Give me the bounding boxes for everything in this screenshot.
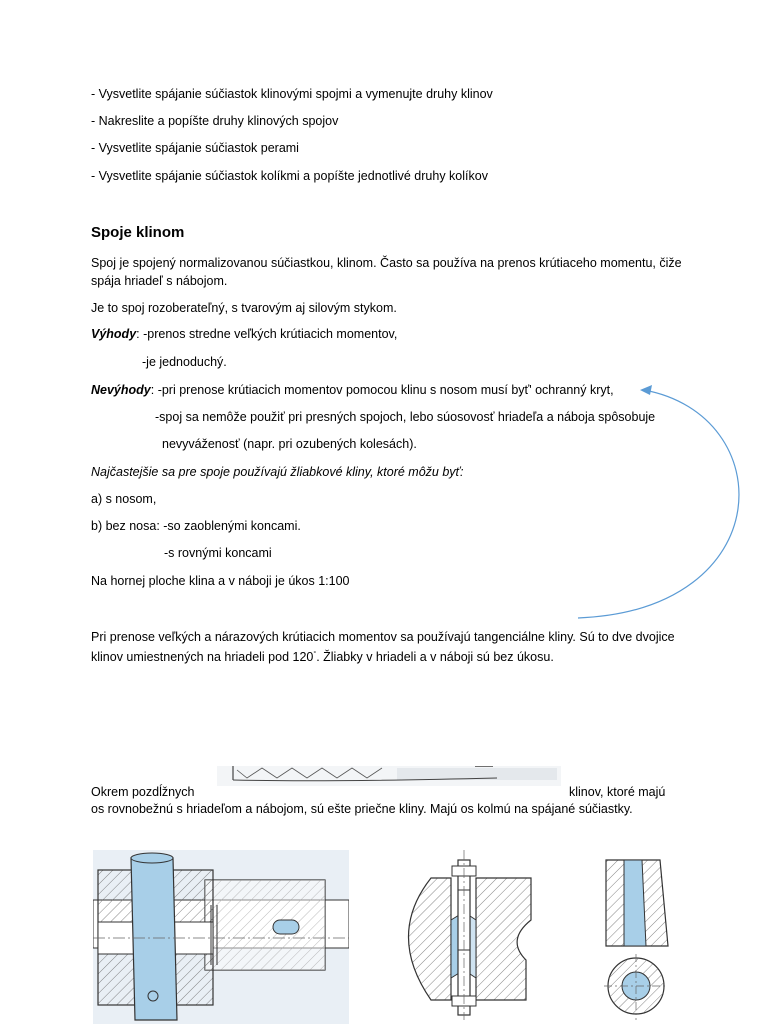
advantages-item-1: : -prenos stredne veľkých krútiacich momentov, <box>136 327 398 341</box>
list-item-b2: -s rovnými koncami <box>164 546 272 560</box>
transverse-start: Okrem pozdĺžnych <box>91 785 195 799</box>
transverse-end: klinov, ktoré majú <box>569 785 666 799</box>
list-item-a: a) s nosom, <box>91 492 157 506</box>
wedge-section-drawing <box>396 850 536 1020</box>
disadvantages-item-1: : -pri prenose krútiacich momentov pomocou klinu s nosom musí byť' ochranný kryt, <box>150 383 614 397</box>
section-title: Spoje klinom <box>91 224 185 241</box>
disadvantages-item-2: -spoj sa nemôže použiť pri presných spojoch, lebo súosovosť hriadeľa a náboja spôsobuje <box>155 410 656 424</box>
type-line: Je to spoj rozoberateľný, s tvarovým aj silovým stykom. <box>91 301 397 315</box>
disadvantages-item-3: nevyváženosť (napr. pri ozubených kolesách). <box>162 437 417 451</box>
question-2: - Nakreslite a popíšte druhy klinových spojov <box>91 114 339 128</box>
question-1: - Vysvetlite spájanie súčiastok klinovými spojmi a vymenujte druhy klinov <box>91 87 493 101</box>
tangential-key-drawing-strip <box>217 766 561 786</box>
common-types-line: Najčastejšie sa pre spoje používajú žliabkové kliny, ktoré môžu byť: <box>91 465 464 479</box>
advantages-line <box>91 326 397 343</box>
advantages-label: Výhody <box>91 327 137 341</box>
question-4: - Vysvetlite spájanie súčiastok kolíkmi a popíšte jednotlivé druhy kolíkov <box>91 169 488 183</box>
degree-sign: ° <box>313 651 317 658</box>
curved-arrow <box>560 375 760 635</box>
tangential-text-1: Pri prenose veľkých a nárazových krútiacich momentov sa používajú tangenciálne kliny. Sú to dve dvojice klinov umiestnených na hriadeli pod 120 <box>91 630 675 665</box>
question-3: - Vysvetlite spájanie súčiastok perami <box>91 141 299 155</box>
pin-views-drawing <box>598 850 678 1024</box>
tangential-text-2: . Žliabky v hriadeli a v náboji sú bez úkosu. <box>316 650 554 665</box>
intro-paragraph: Spoj je spojený normalizovanou súčiastkou, klinom. Často sa používa na prenos krútiaceho momentu, čiže spája hriadeľ s nábojom. <box>91 256 682 288</box>
advantages-item-2: -je jednoduchý. <box>142 355 227 369</box>
disadvantages-label: Nevýhody <box>91 383 151 397</box>
slope-line: Na hornej ploche klina a v náboji je úkos 1:100 <box>91 574 350 588</box>
disadvantages-line <box>91 382 614 399</box>
transverse-key-drawing <box>93 850 349 1024</box>
transverse-line-2: os rovnobežnú s hriadeľom a nábojom, sú ešte priečne kliny. Majú os kolmú na spájané súčiastky. <box>91 802 633 816</box>
list-item-b: b) bez nosa: -so zaoblenými koncami. <box>91 519 301 533</box>
